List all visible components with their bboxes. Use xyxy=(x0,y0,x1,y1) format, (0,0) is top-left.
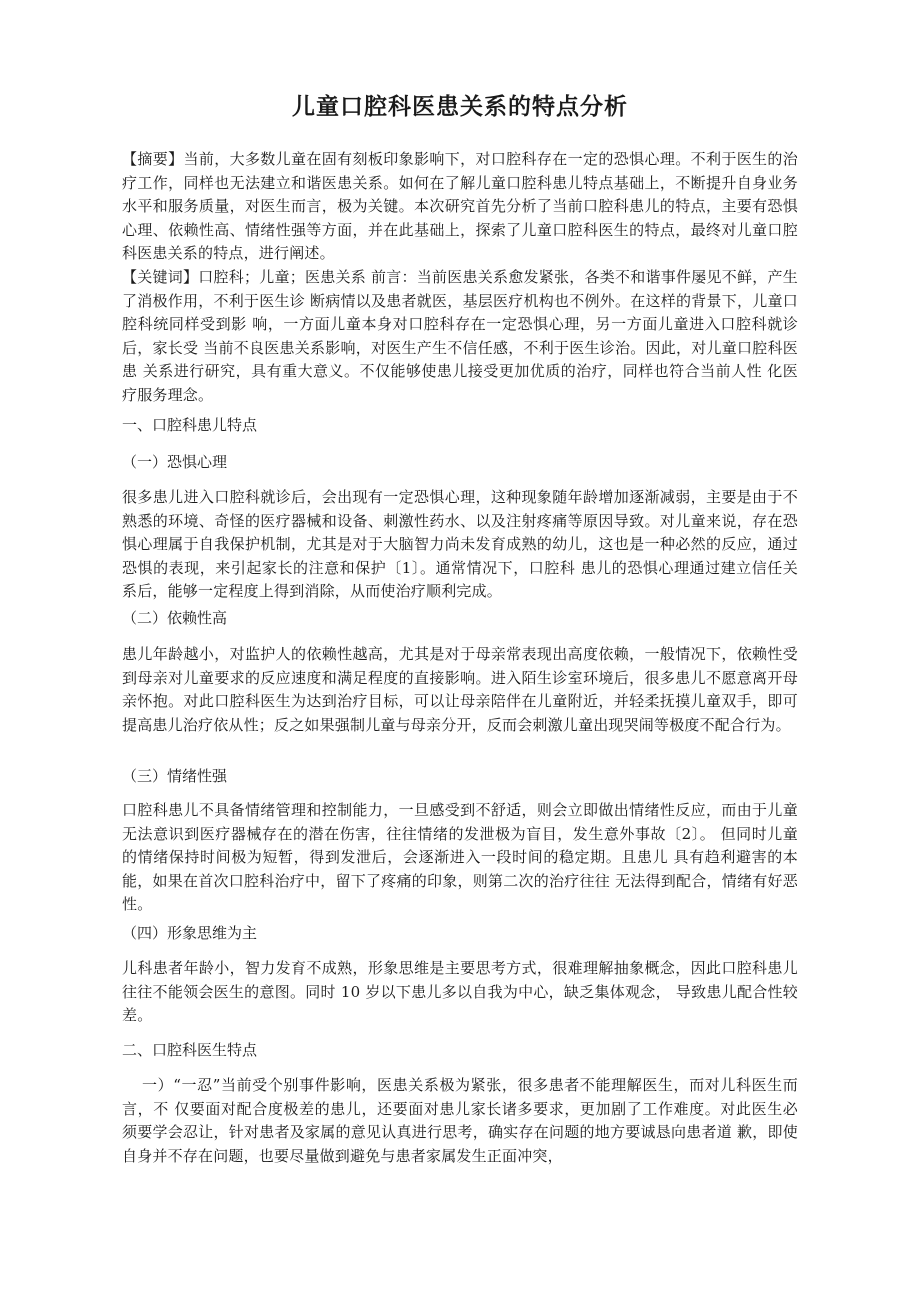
dependence-paragraph: 患儿年龄越小，对监护人的依赖性越高，尤其是对于母亲常表现出高度依赖，一般情况下，依赖性受到母亲对儿童要求的反应速度和满足程度的直接影响。进入陌生诊室环境后，很多患儿不愿意离开母亲怀抱。对此口腔科医生为达到治疗目标，可以让母亲陪伴在儿童附近，并轻柔抚摸儿童双手，即可提高患儿治疗依从性；反之如果强制儿童与母亲分开，反而会刺激儿童出现哭闹等极度不配合行为。 xyxy=(122,645,798,734)
keywords-intro-paragraph: 【关键词】口腔科；儿童；医患关系 前言：当前医患关系愈发紧张，各类不和谐事件屡见不鲜，产生了消极作用，不利于医生诊 断病情以及患者就医，基层医疗机构也不例外。在这样的背景下，儿童口腔科统同样受到影 响，一方面儿童本身对口腔科存在一定恐惧心理，另一方面儿童进入口腔科就诊后，家长受 当前不良医患关系影响，对医生产生不信任感，不利于医生诊治。因此，对儿童口腔科医患 关系进行研究，具有重大意义。不仅能够使患儿接受更加优质的治疗，同样也符合当前人性 化医疗服务理念。 xyxy=(122,268,798,404)
section-heading-2: 二、口腔科医生特点 xyxy=(122,1041,258,1059)
section-heading-1: 一、口腔科患儿特点 xyxy=(122,416,258,434)
document-title: 儿童口腔科医患关系的特点分析 xyxy=(292,93,628,120)
subsection-heading-thinking: （四）形象思维为主 xyxy=(122,924,258,942)
emotion-paragraph: 口腔科患儿不具备情绪管理和控制能力，一旦感受到不舒适，则会立即做出情绪性反应，而由于儿童无法意识到医疗器械存在的潜在伤害，往往情绪的发泄极为盲目，发生意外事故〔2〕。 但同时儿童的情绪保持时间极为短暂，得到发泄后，会逐渐进入一段时间的稳定期。且患儿 具有趋利避害的本能，如果在首次口腔科治疗中，留下了疼痛的印象，则第二次的治疗往往 无法得到配合，情绪有好恶性。 xyxy=(122,801,798,914)
subsection-heading-emotion: （三）情绪性强 xyxy=(122,767,228,785)
subsection-heading-dependence: （二）依赖性高 xyxy=(122,609,228,627)
doctor-traits-paragraph: 一）“一忍”当前受个别事件影响，医患关系极为紧张，很多患者不能理解医生，而对儿科医生而言，不 仅要面对配合度极差的患儿，还要面对患儿家长诸多要求，更加剧了工作难度。对此医生必 须要学会忍让，针对患者及家属的意见认真进行思考，确实存在问题的地方要诚恳向患者道 歉，即使自身并不存在问题，也要尽量做到避免与患者家属发生正面冲突， xyxy=(122,1076,798,1165)
subsection-heading-fear: （一）恐惧心理 xyxy=(122,453,228,471)
abstract-paragraph: 【摘要】当前，大多数儿童在固有刻板印象影响下，对口腔科存在一定的恐惧心理。不利于医生的治疗工作，同样也无法建立和谐医患关系。如何在了解儿童口腔科患儿特点基础上，不断提升自身业务水平和服务质量，对医生而言，极为关键。本次研究首先分析了当前口腔科患儿的特点，主要有恐惧心理、依赖性高、情绪性强等方面，并在此基础上，探索了儿童口腔科医生的特点，最终对儿童口腔科医患关系的特点，进行阐述。 xyxy=(122,150,798,263)
thinking-paragraph: 儿科患者年龄小，智力发育不成熟，形象思维是主要思考方式，很难理解抽象概念，因此口腔科患儿往往不能领会医生的意图。同时 10 岁以下患儿多以自我为中心，缺乏集体观念， 导致患儿配合性较差。 xyxy=(122,959,798,1025)
fear-paragraph: 很多患儿进入口腔科就诊后，会出现有一定恐惧心理，这种现象随年龄增加逐渐减弱，主要是由于不熟悉的环境、奇怪的医疗器械和设备、刺激性药水、以及注射疼痛等原因导致。对儿童来说，存在恐惧心理属于自我保护机制，尤其是对于大脑智力尚未发育成熟的幼儿，这也是一种必然的反应，通过恐惧的表现，来引起家长的注意和保护〔1〕。通常情况下，口腔科 患儿的恐惧心理通过建立信任关系后，能够一定程度上得到消除，从而使治疗顺利完成。 xyxy=(122,488,798,601)
